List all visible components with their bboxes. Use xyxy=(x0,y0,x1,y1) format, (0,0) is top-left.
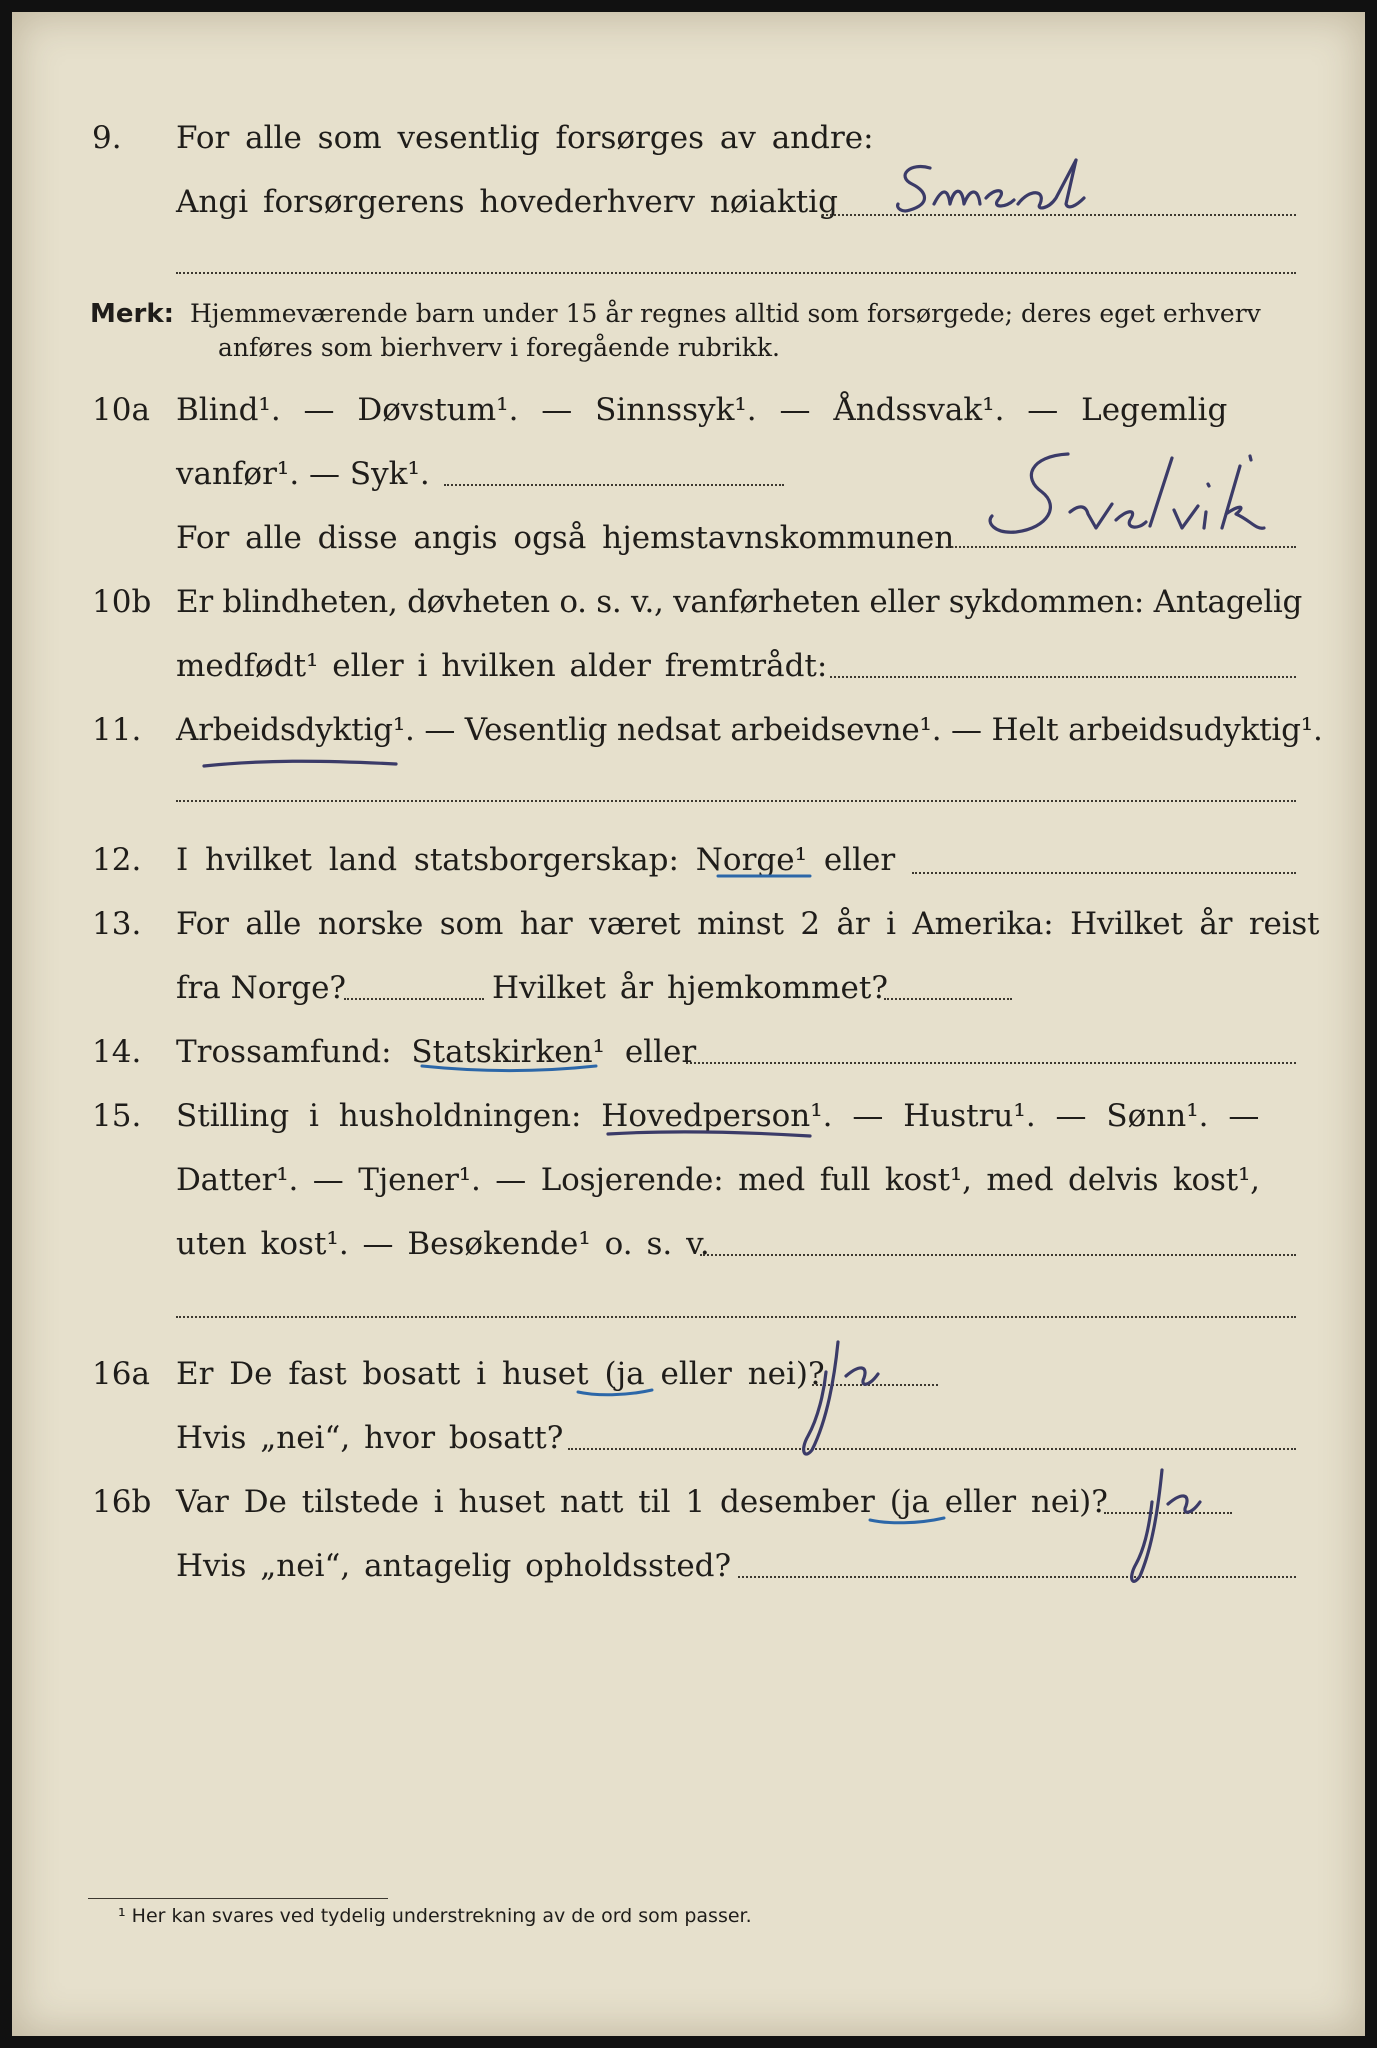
q12-answer-line[interactable] xyxy=(912,872,1296,874)
q15-text-line2: Datter¹. — Tjener¹. — Losjerende: med full kost¹, med delvis kost¹, xyxy=(176,1162,1260,1198)
q12-norge-underline xyxy=(716,870,816,884)
q16a-text-line2: Hvis „nei“, hvor bosatt? xyxy=(176,1420,564,1456)
q16a-ja-underline xyxy=(576,1384,656,1400)
q15-extra-line xyxy=(176,1316,1296,1318)
q12-line1 xyxy=(0,834,1377,890)
q15-line2 xyxy=(0,1154,1377,1210)
q10b-number: 10b xyxy=(92,584,152,620)
q16a-line1 xyxy=(0,1348,1377,1404)
q11-line1 xyxy=(0,704,1377,760)
merk-line2 xyxy=(0,324,1377,380)
q14-number: 14. xyxy=(92,1034,142,1070)
q14-statskirken-underline xyxy=(420,1060,600,1078)
footnote: ¹ Her kan svares ved tydelig understrekning av de ord som passer. xyxy=(118,1905,752,1927)
q9-text-line2: Angi forsørgerens hovederhverv nøiaktig xyxy=(176,184,838,220)
q12-text-line1: I hvilket land statsborgerskap: Norge¹ eller xyxy=(176,842,896,878)
q16a-number: 16a xyxy=(92,1356,150,1392)
q10b-line1 xyxy=(0,576,1377,632)
q16a-bosatt-answer-line[interactable] xyxy=(568,1448,1296,1450)
q9-line1 xyxy=(0,112,1377,168)
q10b-text-line1: Er blindheten, døvheten o. s. v., vanførheten eller sykdommen: Antagelig xyxy=(176,584,1303,620)
q11-extra-line xyxy=(176,800,1296,802)
q10a-line1 xyxy=(0,384,1377,440)
q13-text-line2b: Hvilket år hjemkommet? xyxy=(492,970,888,1006)
q14-text-line1: Trossamfund: Statskirken¹ eller xyxy=(176,1034,697,1070)
q10b-text-line2: medfødt¹ eller i hvilken alder fremtrådt: xyxy=(176,648,828,684)
q12-number: 12. xyxy=(92,842,142,878)
q9-text-line1: For alle som vesentlig forsørges av andre: xyxy=(176,120,874,156)
q9-handwritten-answer-smed xyxy=(890,158,1170,228)
q16a-handwritten-answer-ja xyxy=(790,1332,910,1462)
q10a-text-line3: For alle disse angis også hjemstavnskommunen xyxy=(176,520,955,556)
q13-reist-answer-line[interactable] xyxy=(344,998,484,1000)
merk-text-line1: Hjemmeværende barn under 15 år regnes alltid som forsørgede; deres eget erhverv xyxy=(190,299,1261,328)
q10a-syk-answer-line[interactable] xyxy=(444,484,784,486)
q11-handwritten-underline xyxy=(200,754,400,774)
q15-text-line3: uten kost¹. — Besøkende¹ o. s. v. xyxy=(176,1226,710,1262)
q10a-text-line2: vanfør¹. — Syk¹. xyxy=(176,456,430,492)
q10b-line2 xyxy=(0,640,1377,696)
q15-number: 15. xyxy=(92,1098,142,1134)
merk-label: Merk: xyxy=(90,299,175,329)
q10a-number: 10a xyxy=(92,392,150,428)
q16b-number: 16b xyxy=(92,1484,152,1520)
q13-line1 xyxy=(0,898,1377,954)
q11-number: 11. xyxy=(92,712,142,748)
q13-hjemkommet-answer-line[interactable] xyxy=(884,998,1012,1000)
q16a-text-line1: Er De fast bosatt i huset (ja eller nei)? xyxy=(176,1356,825,1392)
q15-hovedperson-underline xyxy=(604,1126,814,1144)
q16b-ja-underline xyxy=(868,1512,948,1528)
q13-number: 13. xyxy=(92,906,142,942)
q10a-handwritten-answer-svelvik xyxy=(950,448,1310,548)
q13-text-line1: For alle norske som har været minst 2 år i Amerika: Hvilket år reist xyxy=(176,906,1320,942)
q15-answer-line[interactable] xyxy=(700,1254,1296,1256)
merk-text-line2: anføres som bierhverv i foregående rubrikk. xyxy=(218,333,780,362)
q13-text-line2a: fra Norge? xyxy=(176,970,347,1006)
q14-line1 xyxy=(0,1026,1377,1082)
q9-extra-line xyxy=(176,272,1296,274)
q15-text-line1: Stilling i husholdningen: Hovedperson¹. — Hustru¹. — Sønn¹. — xyxy=(176,1098,1260,1134)
q10b-answer-line[interactable] xyxy=(830,676,1296,678)
q15-line3 xyxy=(0,1218,1377,1274)
q9-number: 9. xyxy=(92,120,122,156)
q16b-handwritten-answer-ja xyxy=(1120,1462,1240,1592)
q11-text-line1: Arbeidsdyktig¹. — Vesentlig nedsat arbeidsevne¹. — Helt arbeidsudyktig¹. xyxy=(176,712,1323,748)
q9-line2 xyxy=(0,176,1377,232)
q14-answer-line[interactable] xyxy=(686,1062,1296,1064)
q16a-line2 xyxy=(0,1412,1377,1468)
q10a-text-line1: Blind¹. — Døvstum¹. — Sinnssyk¹. — Åndssvak¹. — Legemlig xyxy=(176,392,1228,428)
q16b-text-line2: Hvis „nei“, antagelig opholdssted? xyxy=(176,1548,732,1584)
q13-line2 xyxy=(0,962,1377,1018)
footnote-rule xyxy=(88,1898,388,1899)
q16b-text-line1: Var De tilstede i huset natt til 1 desember (ja eller nei)? xyxy=(176,1484,1108,1520)
